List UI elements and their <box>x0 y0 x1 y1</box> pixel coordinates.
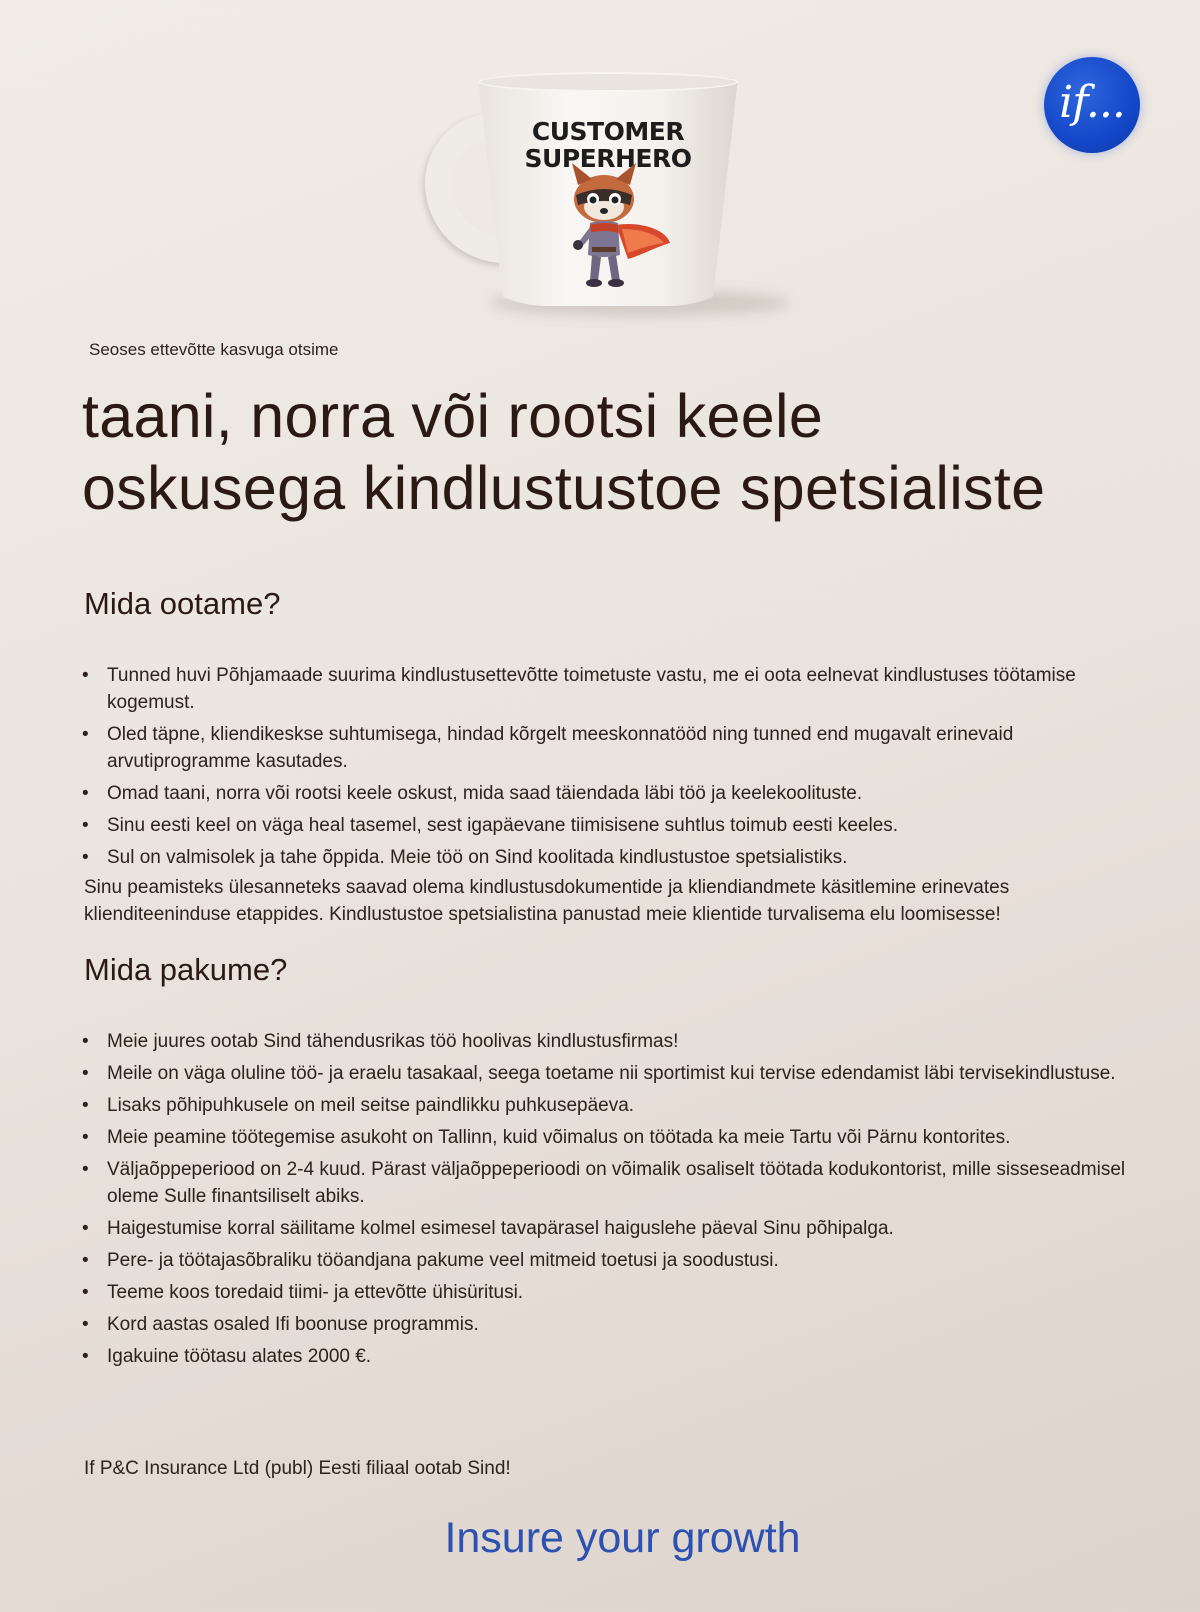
list-item: • Sinu eesti keel on väga heal tasemel, sest igapäevane tiimisisene suhtlus toimub eesti keeles. <box>82 812 1132 839</box>
list-item: • Lisaks põhipuhkusele on meil seitse paindlikku puhkusepäeva. <box>82 1092 1132 1119</box>
logo-text: if... <box>1059 76 1125 128</box>
list-item: • Kord aastas osaled Ifi boonuse programmis. <box>82 1311 1132 1338</box>
list-item: • Oled täpne, kliendikeskse suhtumisega, hindad kõrgelt meeskonnatööd ning tunned end mugavalt erinevaid arvutiprogramme kasutades. <box>82 721 1132 775</box>
tagline: Insure your growth <box>444 1514 801 1562</box>
list-item: • Sul on valmisolek ja tahe õppida. Meie töö on Sind koolitada kindlustustoe spetsialistiks. <box>82 844 1132 871</box>
list-item: • Tunned huvi Põhjamaade suurima kindlustusettevõtte toimetuste vastu, me ei oota eelnevat kindlustuses töötamise kogemust. <box>82 662 1132 716</box>
list-item: • Teeme koos toredaid tiimi- ja ettevõtte ühisüritusi. <box>82 1279 1132 1306</box>
title-line-1: taani, norra või rootsi keele <box>82 382 824 450</box>
closing-line: If P&C Insurance Ltd (publ) Eesti filiaal ootab Sind! <box>84 1458 511 1479</box>
mug-rim <box>478 72 738 92</box>
list-item: • Pere- ja töötajasõbraliku tööandjana pakume veel mitmeid toetusi ja soodustusi. <box>82 1247 1132 1274</box>
mug-text-line2: SUPERHERO <box>524 144 692 173</box>
expectations-list <box>82 662 1132 876</box>
list-item: • Igakuine töötasu alates 2000 €. <box>82 1343 1132 1370</box>
list-item: • Haigestumise korral säilitame kolmel esimesel tavapärasel haiguslehe päeval Sinu põhipalga. <box>82 1215 1132 1242</box>
page-title <box>82 380 1182 524</box>
section-title-expectations: Mida ootame? <box>84 586 281 621</box>
list-item: • Meie peamine töötegemise asukoht on Tallinn, kuid võimalus on töötada ka meie Tartu või Pärnu kontorites. <box>82 1124 1132 1151</box>
list-item: • Omad taani, norra või rootsi keele oskust, mida saad täiendada läbi töö ja keelekoolituste. <box>82 780 1132 807</box>
raccoon-superhero-icon <box>538 163 678 293</box>
offer-list <box>82 1028 1132 1375</box>
list-item: • Meie juures ootab Sind tähendusrikas töö hoolivas kindlustusfirmas! <box>82 1028 1132 1055</box>
if-logo <box>1044 57 1140 153</box>
title-line-2: oskusega kindlustustoe spetsialiste <box>82 454 1046 522</box>
mug-image <box>420 78 800 318</box>
responsibilities-paragraph: Sinu peamisteks ülesanneteks saavad olema kindlustusdokumentide ja kliendiandmete käsitlemine erinevates klienditeeninduse etappides. Kindlustustoe spetsialistina panustad meie klientide turvalisema elu loomisesse! <box>84 877 1010 925</box>
mug-text-line1: CUSTOMER <box>531 117 685 146</box>
intro-text: Seoses ettevõtte kasvuga otsime <box>89 340 339 359</box>
list-item: • Väljaõppeperiood on 2-4 kuud. Pärast väljaõppeperioodi on võimalik osaliselt töötada kodukontorist, mille sisseseadmisel oleme Sulle finantsiliselt abiks. <box>82 1156 1132 1210</box>
section-title-offer: Mida pakume? <box>84 952 288 987</box>
list-item: • Meile on väga oluline töö- ja eraelu tasakaal, seega toetame nii sportimist kui tervise edendamist läbi tervisekindlustuse. <box>82 1060 1132 1087</box>
